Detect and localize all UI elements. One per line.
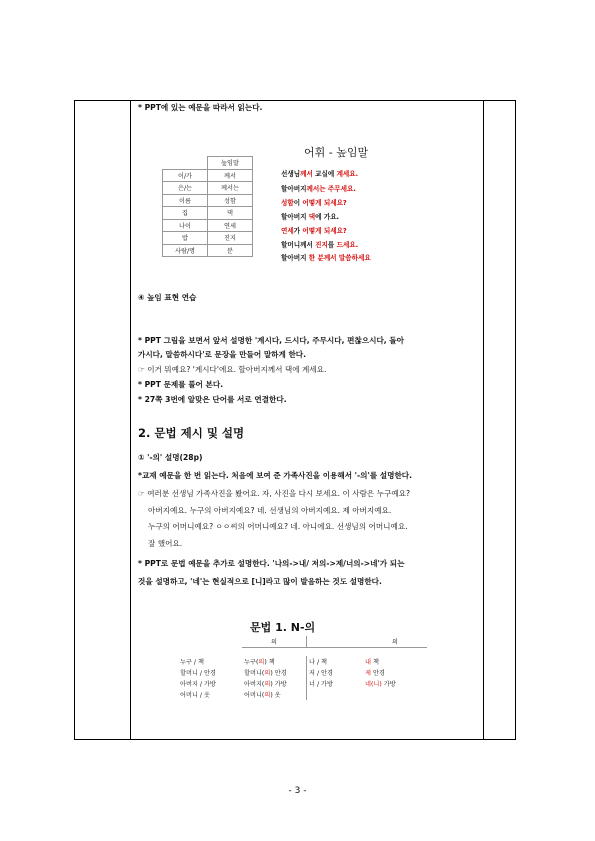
grammar-head-left: 의 (242, 636, 307, 648)
example-dialogue: 아버지예요. 누구의 아버지예요? 네. 선생님의 아버지예요. 제 아버지예요. (148, 506, 392, 515)
table-row: 나이 연세 (163, 219, 253, 232)
vocab-title: 어휘 - 높임말 (304, 146, 369, 159)
example-dialogue: 잘 했어요. (148, 539, 183, 548)
right-column (483, 101, 515, 739)
table-row: 아버지 / 가방 아버지(의) 가방 너 / 가방 네(니) 가방 (178, 678, 427, 689)
vocab-sentence: 할머니께서 진지를 드세요. (281, 241, 359, 249)
vocab-sentence: 선생님께서 교실에 계세요. (281, 170, 359, 178)
instruction-ppt-read: * PPT에 있는 예문을 따라서 읽는다. (138, 103, 263, 112)
table-row: 누구 / 책 누구(의) 책 나 / 책 내 책 (178, 656, 427, 667)
grammar-head-right: 의 (363, 636, 427, 648)
instruction-ppt-pictures: * PPT 그림을 보면서 앞서 설명한 '계시다, 드시다, 주무시다, 편찮으시다, 돌아 (138, 336, 404, 345)
page-number: - 3 - (288, 786, 307, 796)
table-row: 밥 진지 (163, 232, 253, 245)
vocab-sentence: 성함이 어떻게 되세요? (281, 199, 347, 207)
table-row: 사람/명 분 (163, 244, 253, 257)
instruction-ppt-quiz: * PPT 문제를 풀어 본다. (138, 380, 224, 389)
instruction-ppt-grammar: * PPT로 문법 예문을 추가로 설명한다. '나의->내/ 저의->제/너의->네'가 되는 (138, 559, 405, 568)
section-heading-grammar: 2. 문법 제시 및 설명 (138, 426, 245, 440)
table-row: 어머니 / 옷 어머니(의) 옷 (178, 689, 427, 700)
table-row: 이름 성함 (163, 194, 253, 207)
section-honorific-practice: ④ 높임 표현 연습 (138, 293, 197, 302)
table-row: 할머니 / 안경 할머니(의) 안경 저 / 안경 제 안경 (178, 667, 427, 678)
table-row: 은/는 께서는 (163, 182, 253, 195)
example-dialogue: ☞ 여러분 선생님 가족사진을 봤어요. 자, 사진을 다시 보세요. 이 사람은 누구예요? (138, 489, 411, 498)
example-dialogue: 누구의 어머니예요? ㅇㅇ씨의 어머니예요? 네. 아니에요. 선생님의 어머니예요. (148, 522, 408, 531)
table-row: 이/가 께서 (163, 169, 253, 182)
instruction-workbook: * 27쪽 3번에 알맞은 단어를 서로 연결한다. (138, 395, 287, 404)
vocab-sentence: 할아버지 한 분께서 말씀하세요 (281, 254, 371, 262)
vocab-sentence: 연세가 어떻게 되세요? (281, 227, 347, 235)
grammar-table (178, 636, 427, 700)
vocab-sentence: 할아버지 댁에 가요. (281, 213, 340, 221)
grammar-subheading: ① '-의' 설명(28p) (138, 453, 203, 462)
vocab-sentence: 할아버지께서는 주무세요. (281, 185, 356, 193)
instruction-ppt-pictures-cont: 가시다, 말씀하시다'로 문장을 만들어 말하게 한다. (138, 350, 307, 359)
example-dialogue: ☞ 이거 뭐예요? '계시다'에요. 할아버지께서 댁에 계세요. (138, 365, 327, 374)
vocab-header: 높임말 (208, 157, 253, 170)
table-row: 집 댁 (163, 207, 253, 220)
instruction-ppt-grammar-cont: 것을 설명하고, '네'는 현실적으로 [니]라고 많이 발음하는 것도 설명한다. (138, 577, 382, 586)
vocab-table (162, 156, 253, 257)
grammar-title: 문법 1. N-의 (250, 621, 316, 634)
lesson-table (74, 100, 516, 740)
left-column (75, 101, 131, 739)
instruction-textbook: *교재 예문을 한 번 읽는다. 처음에 보여 준 가족사진을 이용해서 '-의'를 설명한다. (138, 471, 413, 480)
